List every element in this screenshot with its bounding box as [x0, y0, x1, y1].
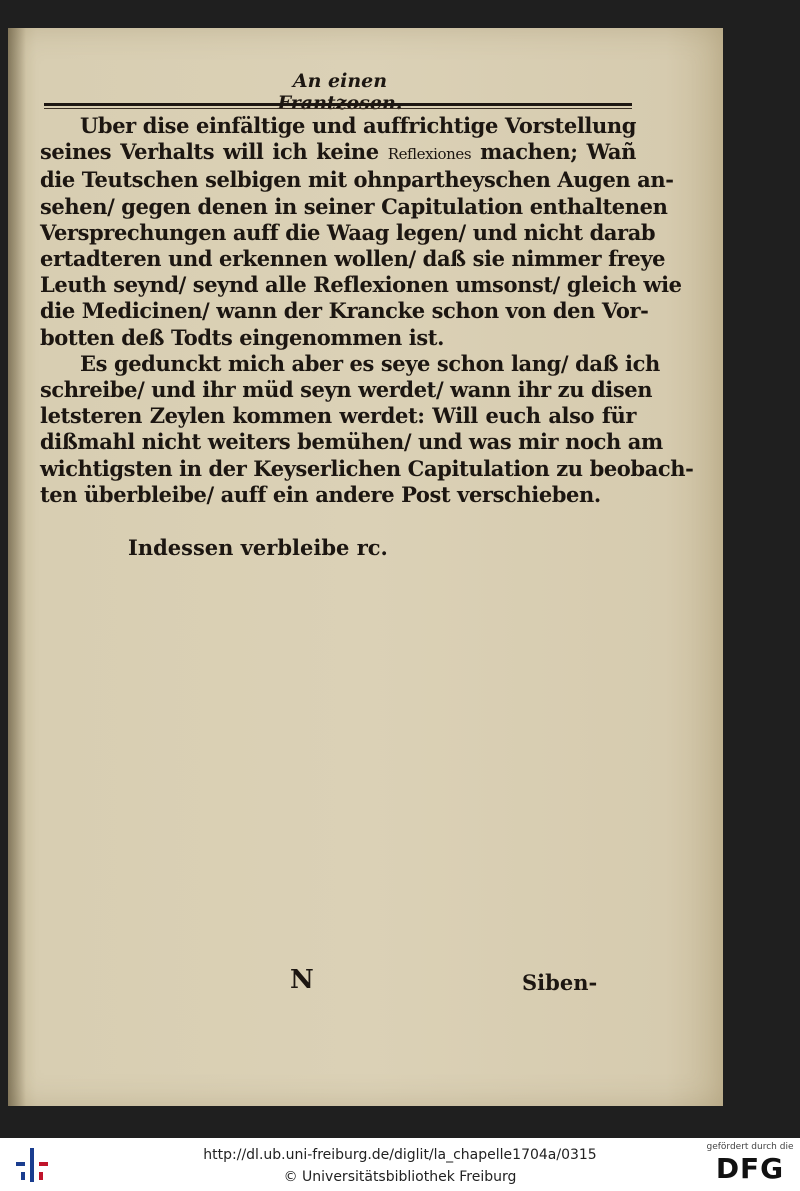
running-headline: An einen Frantzosen.: [277, 70, 403, 114]
funding-note: gefördert durch die: [706, 1142, 794, 1152]
text-line: Es gedunckt mich aber es seye schon lang/ daß ich: [80, 350, 660, 376]
copyright-text: © Universitätsbibliothek Freiburg: [283, 1169, 517, 1185]
catchword: Siben-: [522, 970, 598, 995]
page-body-text: [40, 113, 694, 508]
text-line: schreibe/ und ihr müd seyn werdet/ wann ihr zu disen: [40, 377, 653, 403]
dfg-logo[interactable]: DFG: [715, 1152, 785, 1185]
text-line: [40, 139, 636, 167]
text-segment: machen; Wañ: [471, 139, 637, 165]
text-line: dißmahl nicht weiters bemühen/ und was mir noch am: [40, 429, 663, 455]
text-segment: seines Verhalts will ich keine: [40, 139, 388, 165]
text-line: die Medicinen/ wann der Krancke schon von den Vor-: [40, 298, 649, 324]
signature-mark: N: [290, 965, 314, 995]
spine-shadow: [8, 28, 26, 1106]
text-line: wichtigsten in der Keyserlichen Capitulation zu beobach-: [40, 455, 694, 481]
text-line: die Teutschen selbigen mit ohnpartheyschen Augen an-: [40, 167, 674, 193]
text-line: ten überbleibe/ auff ein andere Post verschieben.: [40, 481, 601, 507]
closing-line: Indessen verbleibe rc.: [128, 535, 388, 560]
footer-bar: [0, 1138, 800, 1191]
text-line: sehen/ gegen denen in seiner Capitulation enthaltenen: [40, 193, 668, 219]
text-line: Uber dise einfältige und auffrichtige Vorstellung: [80, 113, 636, 138]
text-line: letsteren Zeylen kommen werdet: Will euch also für: [40, 403, 636, 429]
header-rule: [44, 103, 632, 106]
antiqua-word: Reflexiones: [387, 145, 472, 164]
text-line: Leuth seynd/ seynd alle Reflexionen umsonst/ gleich wie: [40, 272, 682, 298]
text-line: botten deß Todts eingenommen ist.: [40, 324, 445, 350]
header-rule-thin: [44, 108, 632, 109]
text-line: Versprechungen auff die Waag legen/ und nicht darab: [40, 219, 656, 245]
permalink-url[interactable]: http://dl.ub.uni-freiburg.de/diglit/la_chapelle1704a/0315: [203, 1147, 597, 1163]
text-line: ertadteren und erkennen wollen/ daß sie nimmer freye: [40, 246, 666, 272]
